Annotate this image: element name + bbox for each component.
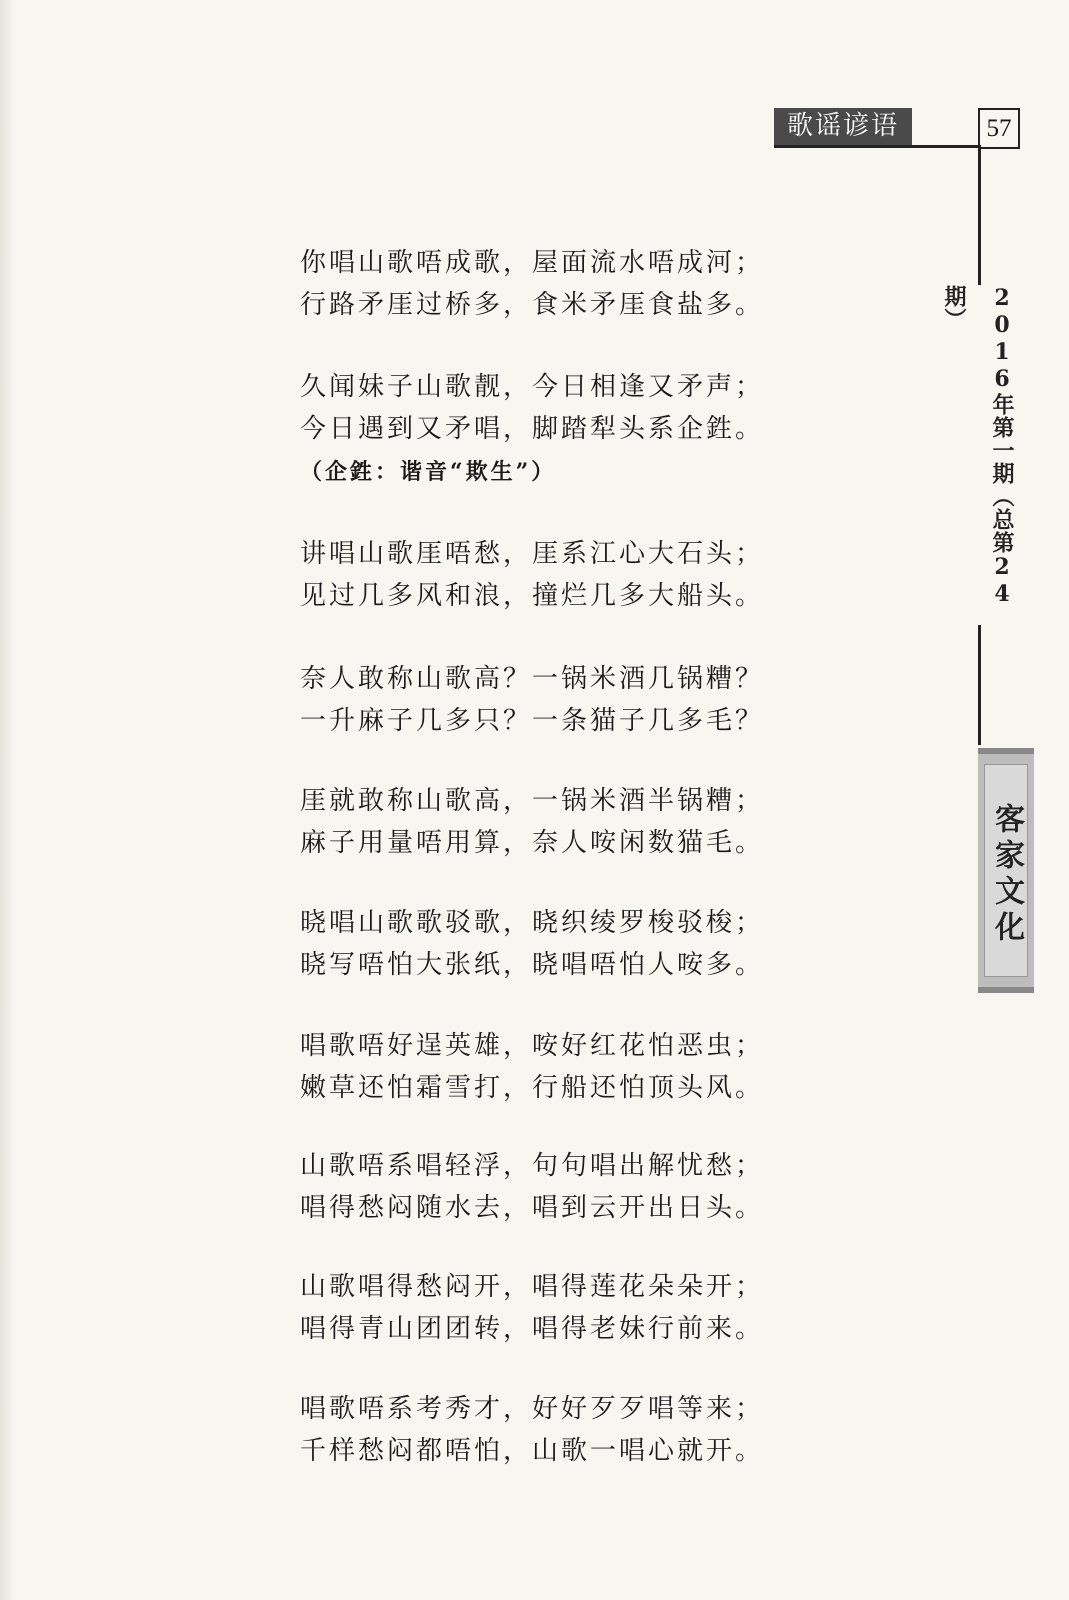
page-number: 57 — [978, 108, 1020, 149]
stanza — [300, 1266, 800, 1350]
poem-line: 唱得愁闷随水去，唱到云开出日头。 — [300, 1193, 765, 1223]
stanza — [300, 242, 800, 326]
stanza — [300, 780, 800, 864]
poem-line: 你唱山歌唔成歌，屋面流水唔成河； — [300, 248, 765, 278]
scan-edge — [0, 0, 14, 1600]
poem-line: 嫩草还怕霜雪打，行船还怕顶头风。 — [300, 1073, 765, 1103]
poem-line: 唱歌唔好逞英雄，咹好红花怕恶虫； — [300, 1031, 765, 1061]
stanza — [300, 1145, 800, 1229]
poem-line: 行路矛厓过桥多，食米矛厓食盐多。 — [300, 290, 765, 320]
stanza — [300, 366, 800, 494]
poem-line: 一升麻子几多只？一条猫子几多毛？ — [300, 706, 765, 736]
poem-line: 唱得青山团团转，唱得老妹行前来。 — [300, 1314, 765, 1344]
poem-line: 晓唱山歌歌驳歌，晓织绫罗梭驳梭； — [300, 908, 765, 938]
poem-line: 今日遇到又矛唱，脚踏犁头系企鉎。 — [300, 414, 765, 444]
poem-line: 讲唱山歌厓唔愁，厓系江心大石头； — [300, 539, 765, 569]
poem-line: 唱歌唔系考秀才，好好歹歹唱等来； — [300, 1394, 765, 1424]
poem-line: 山歌唔系唱轻浮，句句唱出解忧愁； — [300, 1151, 765, 1181]
scroll-banner — [978, 748, 1034, 993]
poem-line: 山歌唱得愁闷开，唱得莲花朵朵开； — [300, 1272, 765, 1302]
poem-line: 见过几多风和浪，撞烂几多大船头。 — [300, 581, 765, 611]
stanza — [300, 1388, 800, 1472]
poem-line: 麻子用量唔用算，奈人咹闲数猫毛。 — [300, 828, 765, 858]
poem-line: 奈人敢称山歌高？一锅米酒几锅糟？ — [300, 664, 765, 694]
header-rule — [774, 145, 979, 148]
poem-line: 千样愁闷都唔怕，山歌一唱心就开。 — [300, 1436, 765, 1466]
issue-label: 2016年第一期（总第24期） — [978, 285, 1026, 625]
stanza — [300, 658, 800, 742]
poem-line: 厓就敢称山歌高，一锅米酒半锅糟； — [300, 786, 765, 816]
poem-note: （企鉎：谐音“欺生”） — [300, 459, 557, 485]
section-label: 歌谣谚语 — [774, 108, 912, 145]
stanza — [300, 902, 800, 986]
stanza — [300, 1025, 800, 1109]
banner-text: 客家文化 — [984, 764, 1028, 977]
poem-line: 久闻妹子山歌靓，今日相逢又矛声； — [300, 372, 765, 402]
stanza — [300, 533, 800, 617]
poem-line: 晓写唔怕大张纸，晓唱唔怕人咹多。 — [300, 950, 765, 980]
